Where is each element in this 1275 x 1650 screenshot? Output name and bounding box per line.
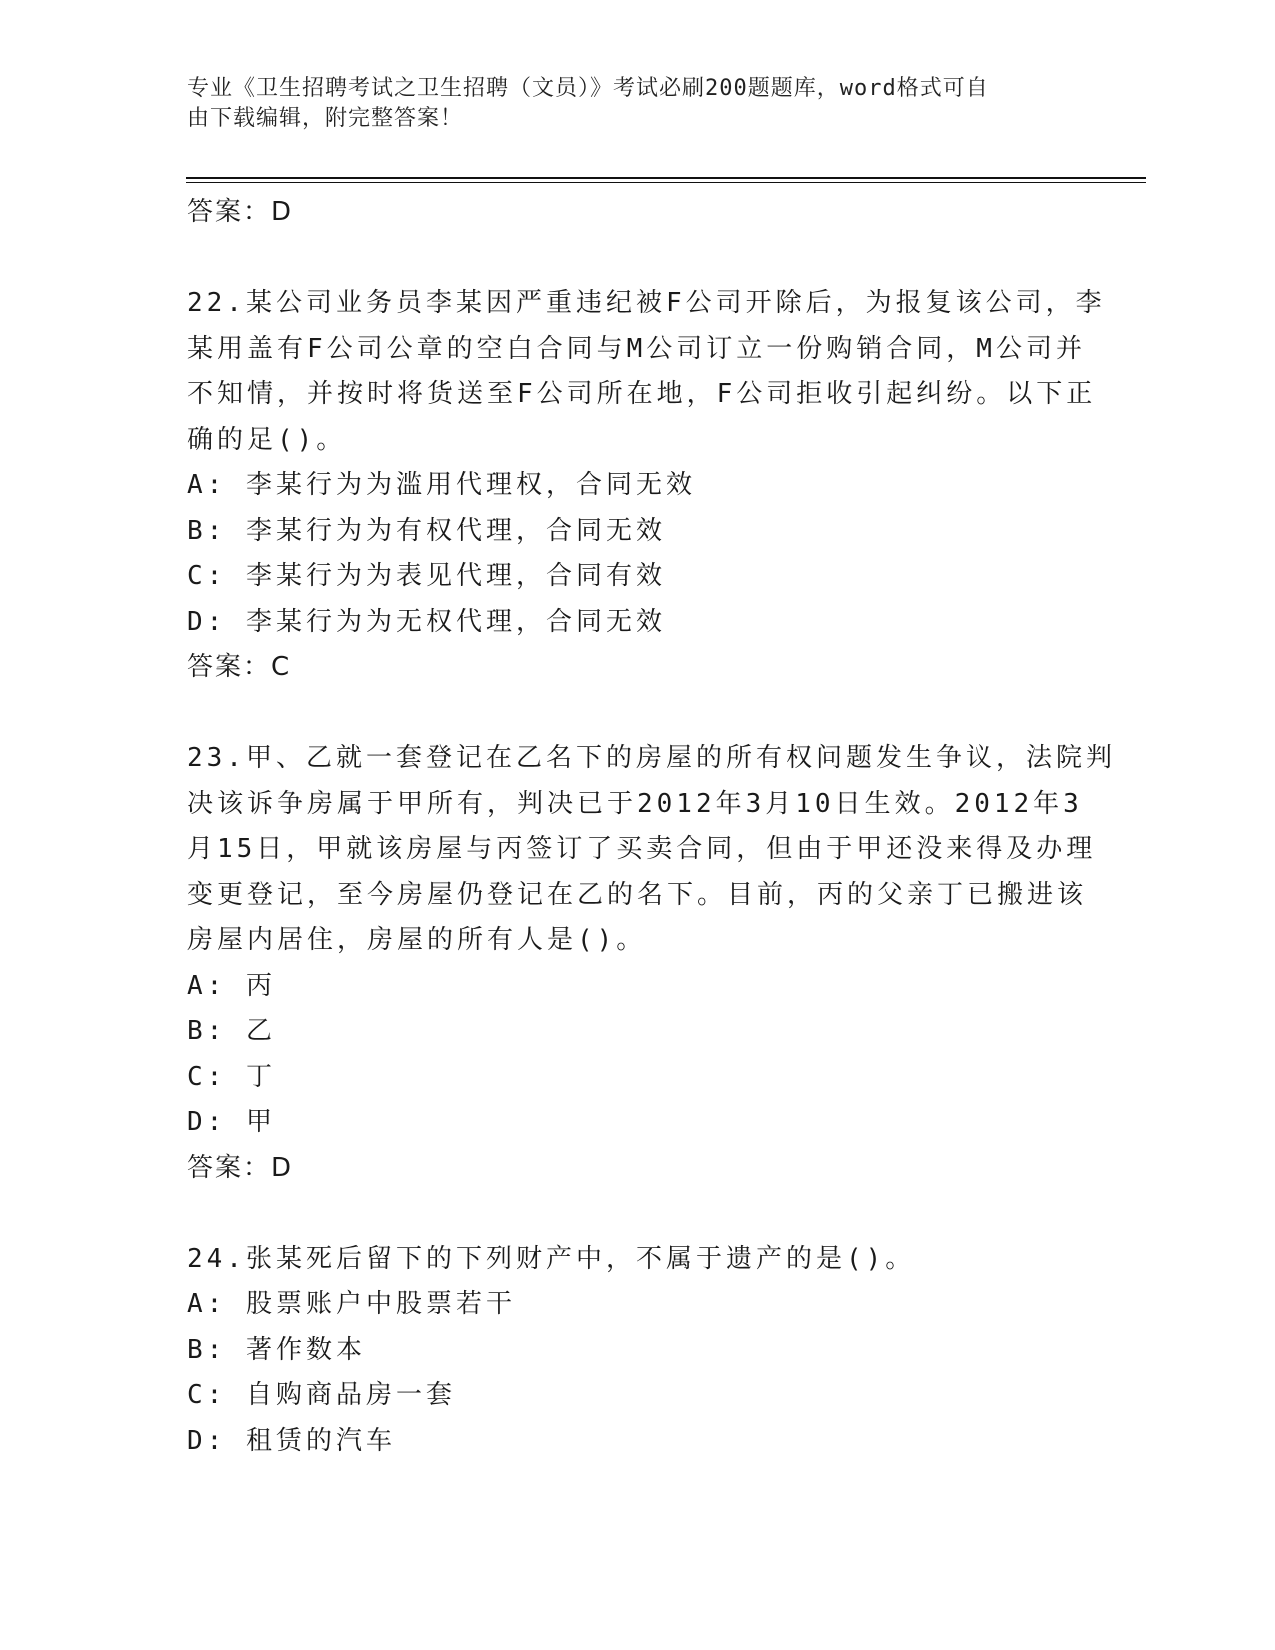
- question-23-answer: 答案：D: [187, 1152, 294, 1183]
- question-22: [187, 281, 1106, 691]
- question-24: [187, 1237, 1087, 1465]
- spacer: [187, 691, 1087, 737]
- question-24-option-a: A: 股票账户中股票若干: [187, 1289, 516, 1319]
- question-22-option-c: C: 李某行为为表见代理，合同有效: [187, 561, 666, 591]
- header-line-2: 由下载编辑，附完整答案！: [187, 106, 464, 131]
- question-22-line-4: 确的足()。: [187, 424, 347, 455]
- question-22-option-d: D: 李某行为为无权代理，合同无效: [187, 606, 666, 637]
- header-divider-thick: [186, 177, 1146, 179]
- question-23-line-1: 23.甲、乙就一套登记在乙名下的房屋的所有权问题发生争议，法院判: [187, 743, 1116, 773]
- question-22-line-3: 不知情，并按时将货送至F公司所在地，F公司拒收引起纠纷。以下正: [187, 379, 1097, 409]
- question-24-option-c: C: 自购商品房一套: [187, 1380, 456, 1410]
- question-22-option-a: A: 李某行为为滥用代理权，合同无效: [187, 470, 696, 500]
- question-22-answer: 答案：C: [187, 652, 292, 682]
- question-23-line-4: 变更登记，至今房屋仍登记在乙的名下。目前，丙的父亲丁已搬进该: [187, 879, 1088, 910]
- question-23-option-b: B: 乙: [187, 1016, 276, 1046]
- question-23: [187, 736, 1116, 1191]
- document-header: [187, 74, 1067, 134]
- question-23-line-2: 决该诉争房属于甲所有，判决已于2012年3月10日生效。2012年3: [187, 788, 1083, 819]
- question-24-option-b: B: 著作数本: [187, 1334, 366, 1365]
- question-23-line-5: 房屋内居住，房屋的所有人是()。: [187, 925, 647, 955]
- question-22-line-2: 某用盖有F公司公章的空白合同与M公司订立一份购销合同，M公司并: [187, 333, 1086, 364]
- spacer: [187, 236, 1087, 282]
- previous-answer: 答案：D: [187, 197, 294, 227]
- question-content: [187, 190, 1116, 1464]
- question-24-option-d: D: 租赁的汽车: [187, 1425, 396, 1456]
- spacer: [187, 1191, 1087, 1237]
- question-23-line-3: 月15日，甲就该房屋与丙签订了买卖合同，但由于甲还没来得及办理: [187, 834, 1097, 864]
- question-24-line-1: 24.张某死后留下的下列财产中，不属于遗产的是()。: [187, 1243, 916, 1274]
- question-23-option-c: C: 丁: [187, 1061, 276, 1092]
- header-divider-thin: [186, 182, 1146, 183]
- question-23-option-a: A: 丙: [187, 970, 276, 1001]
- header-line-1: 专业《卫生招聘考试之卫生招聘（文员）》考试必刷200题题库，word格式可自: [187, 76, 989, 101]
- question-22-line-1: 22.某公司业务员李某因严重违纪被F公司开除后，为报复该公司，李: [187, 288, 1106, 318]
- question-22-option-b: B: 李某行为为有权代理，合同无效: [187, 515, 666, 546]
- question-23-option-d: D: 甲: [187, 1107, 276, 1137]
